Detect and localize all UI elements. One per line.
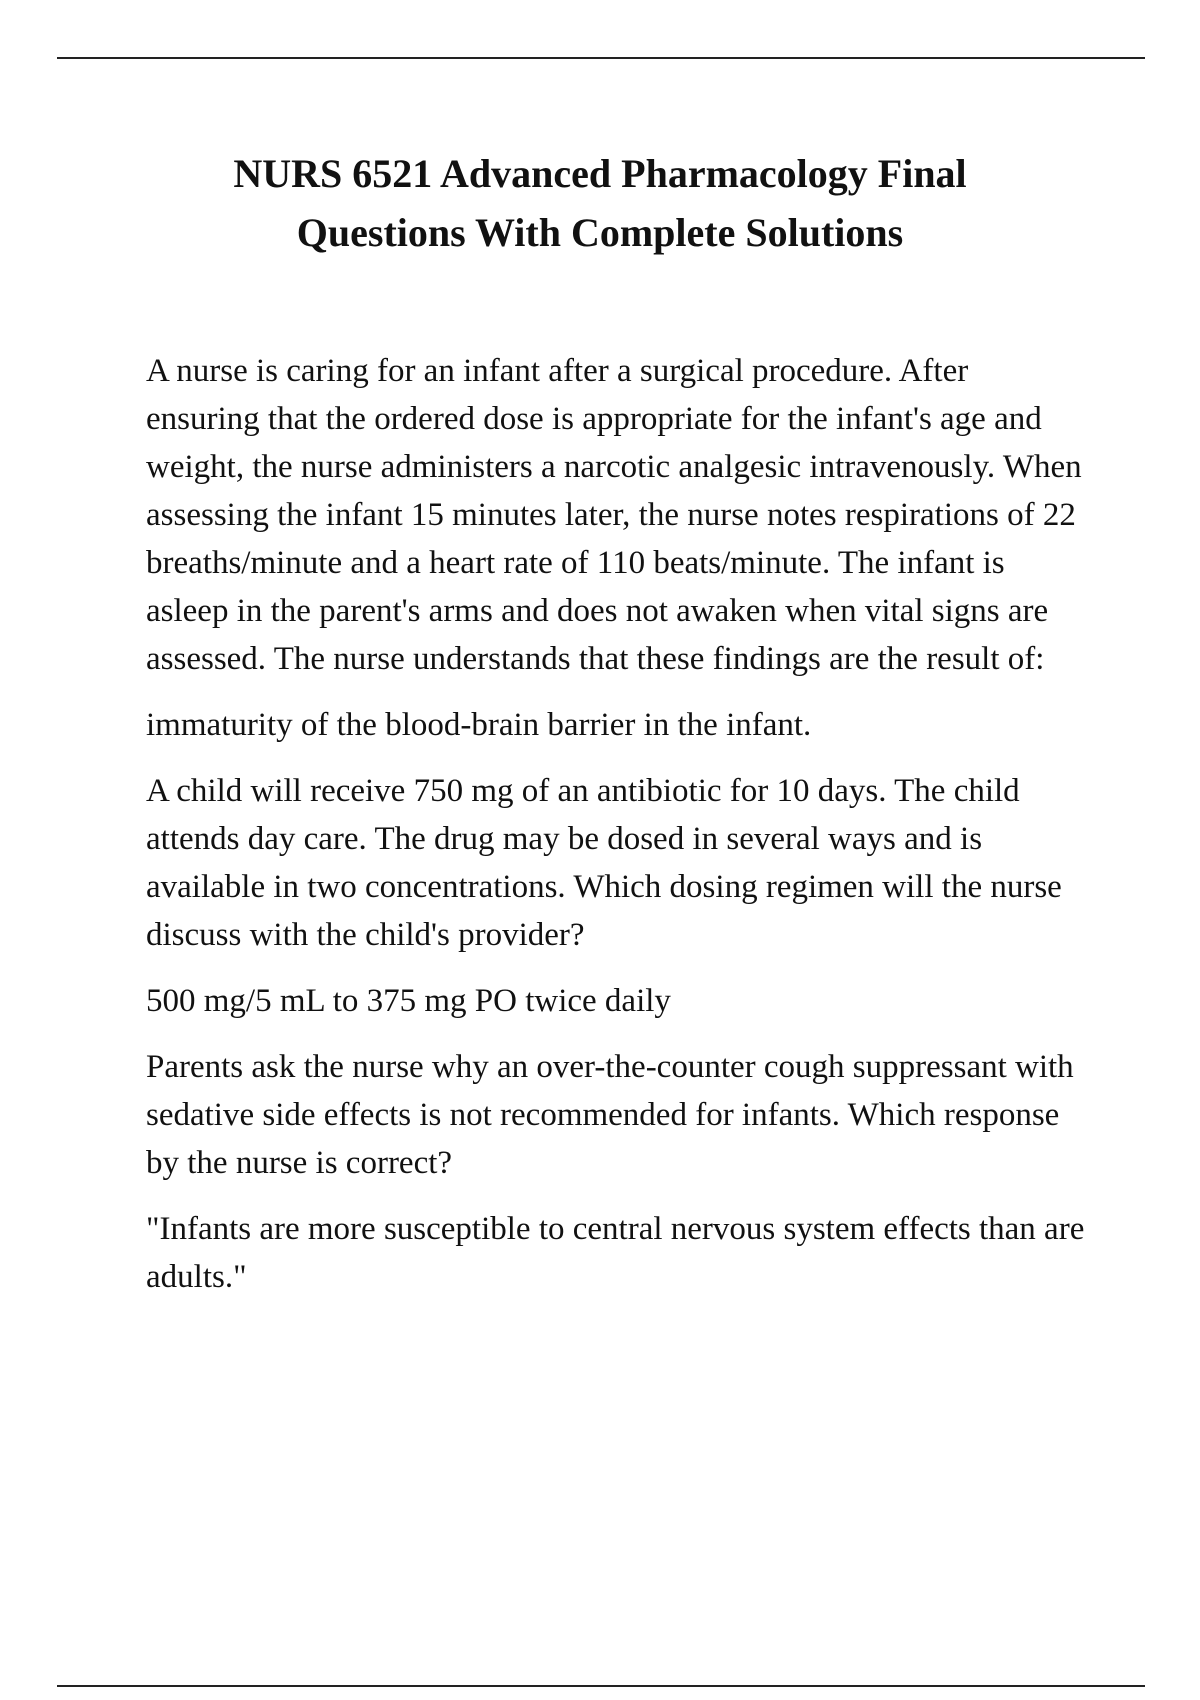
document-body — [146, 347, 1086, 1319]
answer-1: immaturity of the blood-brain barrier in the infant. — [146, 707, 812, 743]
question-1: A nurse is caring for an infant after a surgical procedure. After ensuring that the ordered dose is appropriate for the infant's age and weight, the nurse administers a narcotic analgesic intravenously. When assessing the infant 15 minutes later, the nurse notes respirations of 22 breaths/minute and a heart rate of 110 beats/minute. The infant is asleep in the parent's arms and does not awaken when vital signs are assessed. The nurse understands that these findings are the result of: — [146, 353, 1082, 677]
question-2: A child will receive 750 mg of an antibiotic for 10 days. The child attends day care. The drug may be dosed in several ways and is available in two concentrations. Which dosing regimen will the nurse discuss with the child's provider? — [146, 773, 1062, 953]
answer-2: 500 mg/5 mL to 375 mg PO twice daily — [146, 983, 671, 1019]
answer-3: "Infants are more susceptible to central nervous system effects than are adults." — [146, 1211, 1085, 1295]
bottom-divider — [57, 1685, 1145, 1687]
document-title: NURS 6521 Advanced Pharmacology Final Questions With Complete Solutions — [233, 151, 967, 255]
question-3: Parents ask the nurse why an over-the-counter cough suppressant with sedative side effects is not recommended for infants. Which response by the nurse is correct? — [146, 1049, 1074, 1181]
top-divider — [57, 57, 1145, 59]
